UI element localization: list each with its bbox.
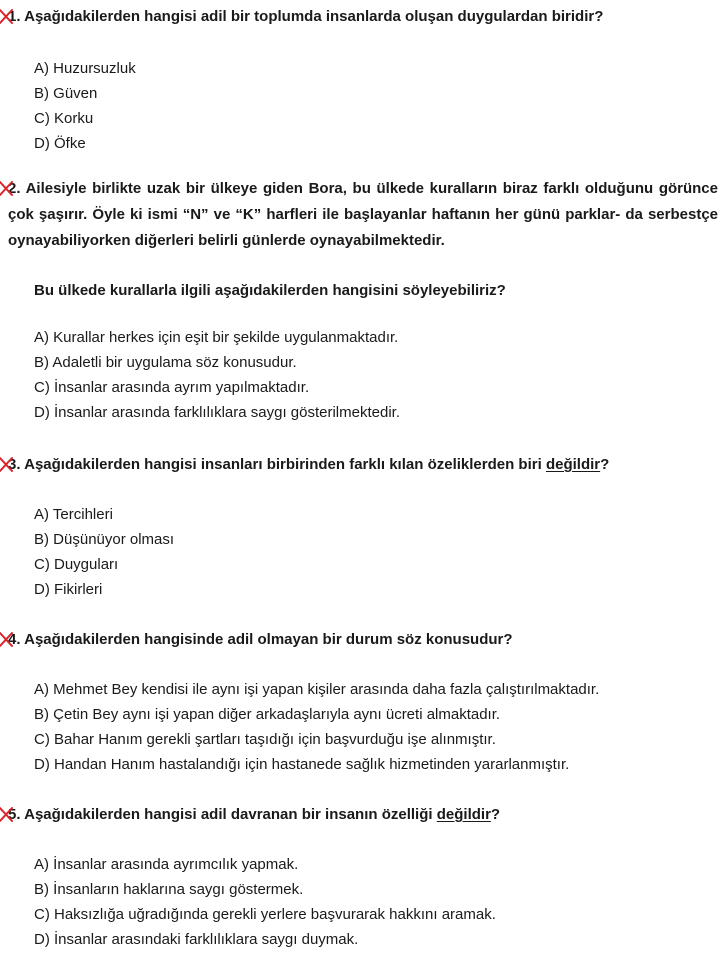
option-letter: A) [34,329,49,346]
option-d[interactable] [0,577,724,602]
option-text: Haksızlığa uğradığında gerekli yerlere başvurarak hakkını aramak. [54,906,496,923]
question-5-options [0,852,724,952]
option-b[interactable] [0,81,724,106]
option-letter: D) [34,931,50,948]
option-d[interactable] [0,752,724,777]
option-text: Güven [53,85,98,102]
option-text: Öfke [54,135,86,152]
option-letter: D) [34,404,50,421]
question-1 [0,4,724,156]
option-letter: B) [34,531,49,548]
option-a[interactable] [0,325,724,350]
option-b[interactable] [0,877,724,902]
question-4 [0,627,724,777]
option-a[interactable] [0,502,724,527]
option-c[interactable] [0,552,724,577]
question-2-subquestion: Bu ülkede kurallarla ilgili aşağıdakilerden hangisini söyleyebiliriz? [34,282,506,299]
option-text: Handan Hanım hastalandığı için hastanede sağlık hizmetinden yararlanmıştır. [54,756,570,773]
option-letter: B) [34,354,49,371]
option-letter: B) [34,881,49,898]
option-c[interactable] [0,375,724,400]
option-letter: C) [34,379,50,396]
question-3-stem-text: 3. Aşağıdakilerden hangisi insanları birbirinden farklı kılan özeliklerden biri [8,456,546,473]
option-letter: C) [34,731,50,748]
option-c[interactable] [0,727,724,752]
negation-emphasis: değildir [545,456,601,473]
option-letter: A) [34,681,49,698]
question-mark: ? [490,806,501,823]
option-letter: B) [34,706,49,723]
option-letter: D) [34,135,50,152]
option-letter: A) [34,506,49,523]
option-letter: A) [34,856,49,873]
option-text: Çetin Bey aynı işi yapan diğer arkadaşlarıyla aynı ücreti almaktadır. [53,706,501,723]
option-text: İnsanların haklarına saygı göstermek. [53,881,304,898]
question-2 [0,176,724,425]
option-text: İnsanlar arasındaki farklılıklara saygı duymak. [54,931,359,948]
option-a[interactable] [0,677,724,702]
option-a[interactable] [0,56,724,81]
option-text: Huzursuzluk [53,60,136,77]
option-letter: C) [34,556,50,573]
question-1-options [0,56,724,156]
negation-emphasis: değildir [436,806,491,823]
option-letter: A) [34,60,49,77]
option-text: Düşünüyor olması [53,531,175,548]
option-letter: C) [34,110,50,127]
question-1-stem: 1. Aşağıdakilerden hangisi adil bir toplumda insanlarda oluşan duygulardan biridir? [8,8,604,25]
question-5-stem [8,802,718,828]
option-c[interactable] [0,106,724,131]
option-d[interactable] [0,927,724,952]
option-b[interactable] [0,350,724,375]
option-text: Adaletli bir uygulama söz konusudur. [52,354,297,371]
option-text: Korku [54,110,94,127]
option-text: İnsanlar arasında ayrımcılık yapmak. [53,856,299,873]
option-d[interactable] [0,400,724,425]
question-5 [0,802,724,952]
option-b[interactable] [0,702,724,727]
question-4-options [0,677,724,777]
option-text: İnsanlar arasında ayrım yapılmaktadır. [54,379,310,396]
option-text: Kurallar herkes için eşit bir şekilde uygulanmaktadır. [53,329,399,346]
option-d[interactable] [0,131,724,156]
question-5-stem-text: 5. Aşağıdakilerden hangisi adil davranan bir insanın özelliği [8,806,437,823]
option-letter: B) [34,85,49,102]
option-text: Bahar Hanım gerekli şartları taşıdığı için başvurduğu işe alınmıştır. [54,731,496,748]
option-text: Duyguları [54,556,119,573]
option-text: İnsanlar arasında farklılıklara saygı gösterilmektedir. [54,404,400,421]
option-text: Tercihleri [52,506,113,523]
option-c[interactable] [0,902,724,927]
option-letter: C) [34,906,50,923]
option-letter: D) [34,756,50,773]
question-2-options [0,325,724,425]
option-b[interactable] [0,527,724,552]
option-text: Fikirleri [54,581,103,598]
question-4-stem: 4. Aşağıdakilerden hangisinde adil olmayan bir durum söz konusudur? [8,631,513,648]
question-3-stem [8,452,718,478]
question-mark: ? [600,456,610,473]
option-letter: D) [34,581,50,598]
question-3-options [0,502,724,602]
question-3 [0,452,724,602]
option-a[interactable] [0,852,724,877]
question-2-stem: 2. Ailesiyle birlikte uzak bir ülkeye giden Bora, bu ülkede kuralların biraz farklı olduğunu görünce çok şaşırır. Öyle ki ismi “N” ve “K” harfleri ile başlayanlar haftanın her günü parklar- da serbestçe oynayabiliyorken diğerleri belirli günlerde oynayabilmektedir. [8,180,718,249]
option-text: Mehmet Bey kendisi ile aynı işi yapan kişiler arasında daha fazla çalıştırılmaktadır. [53,681,600,698]
